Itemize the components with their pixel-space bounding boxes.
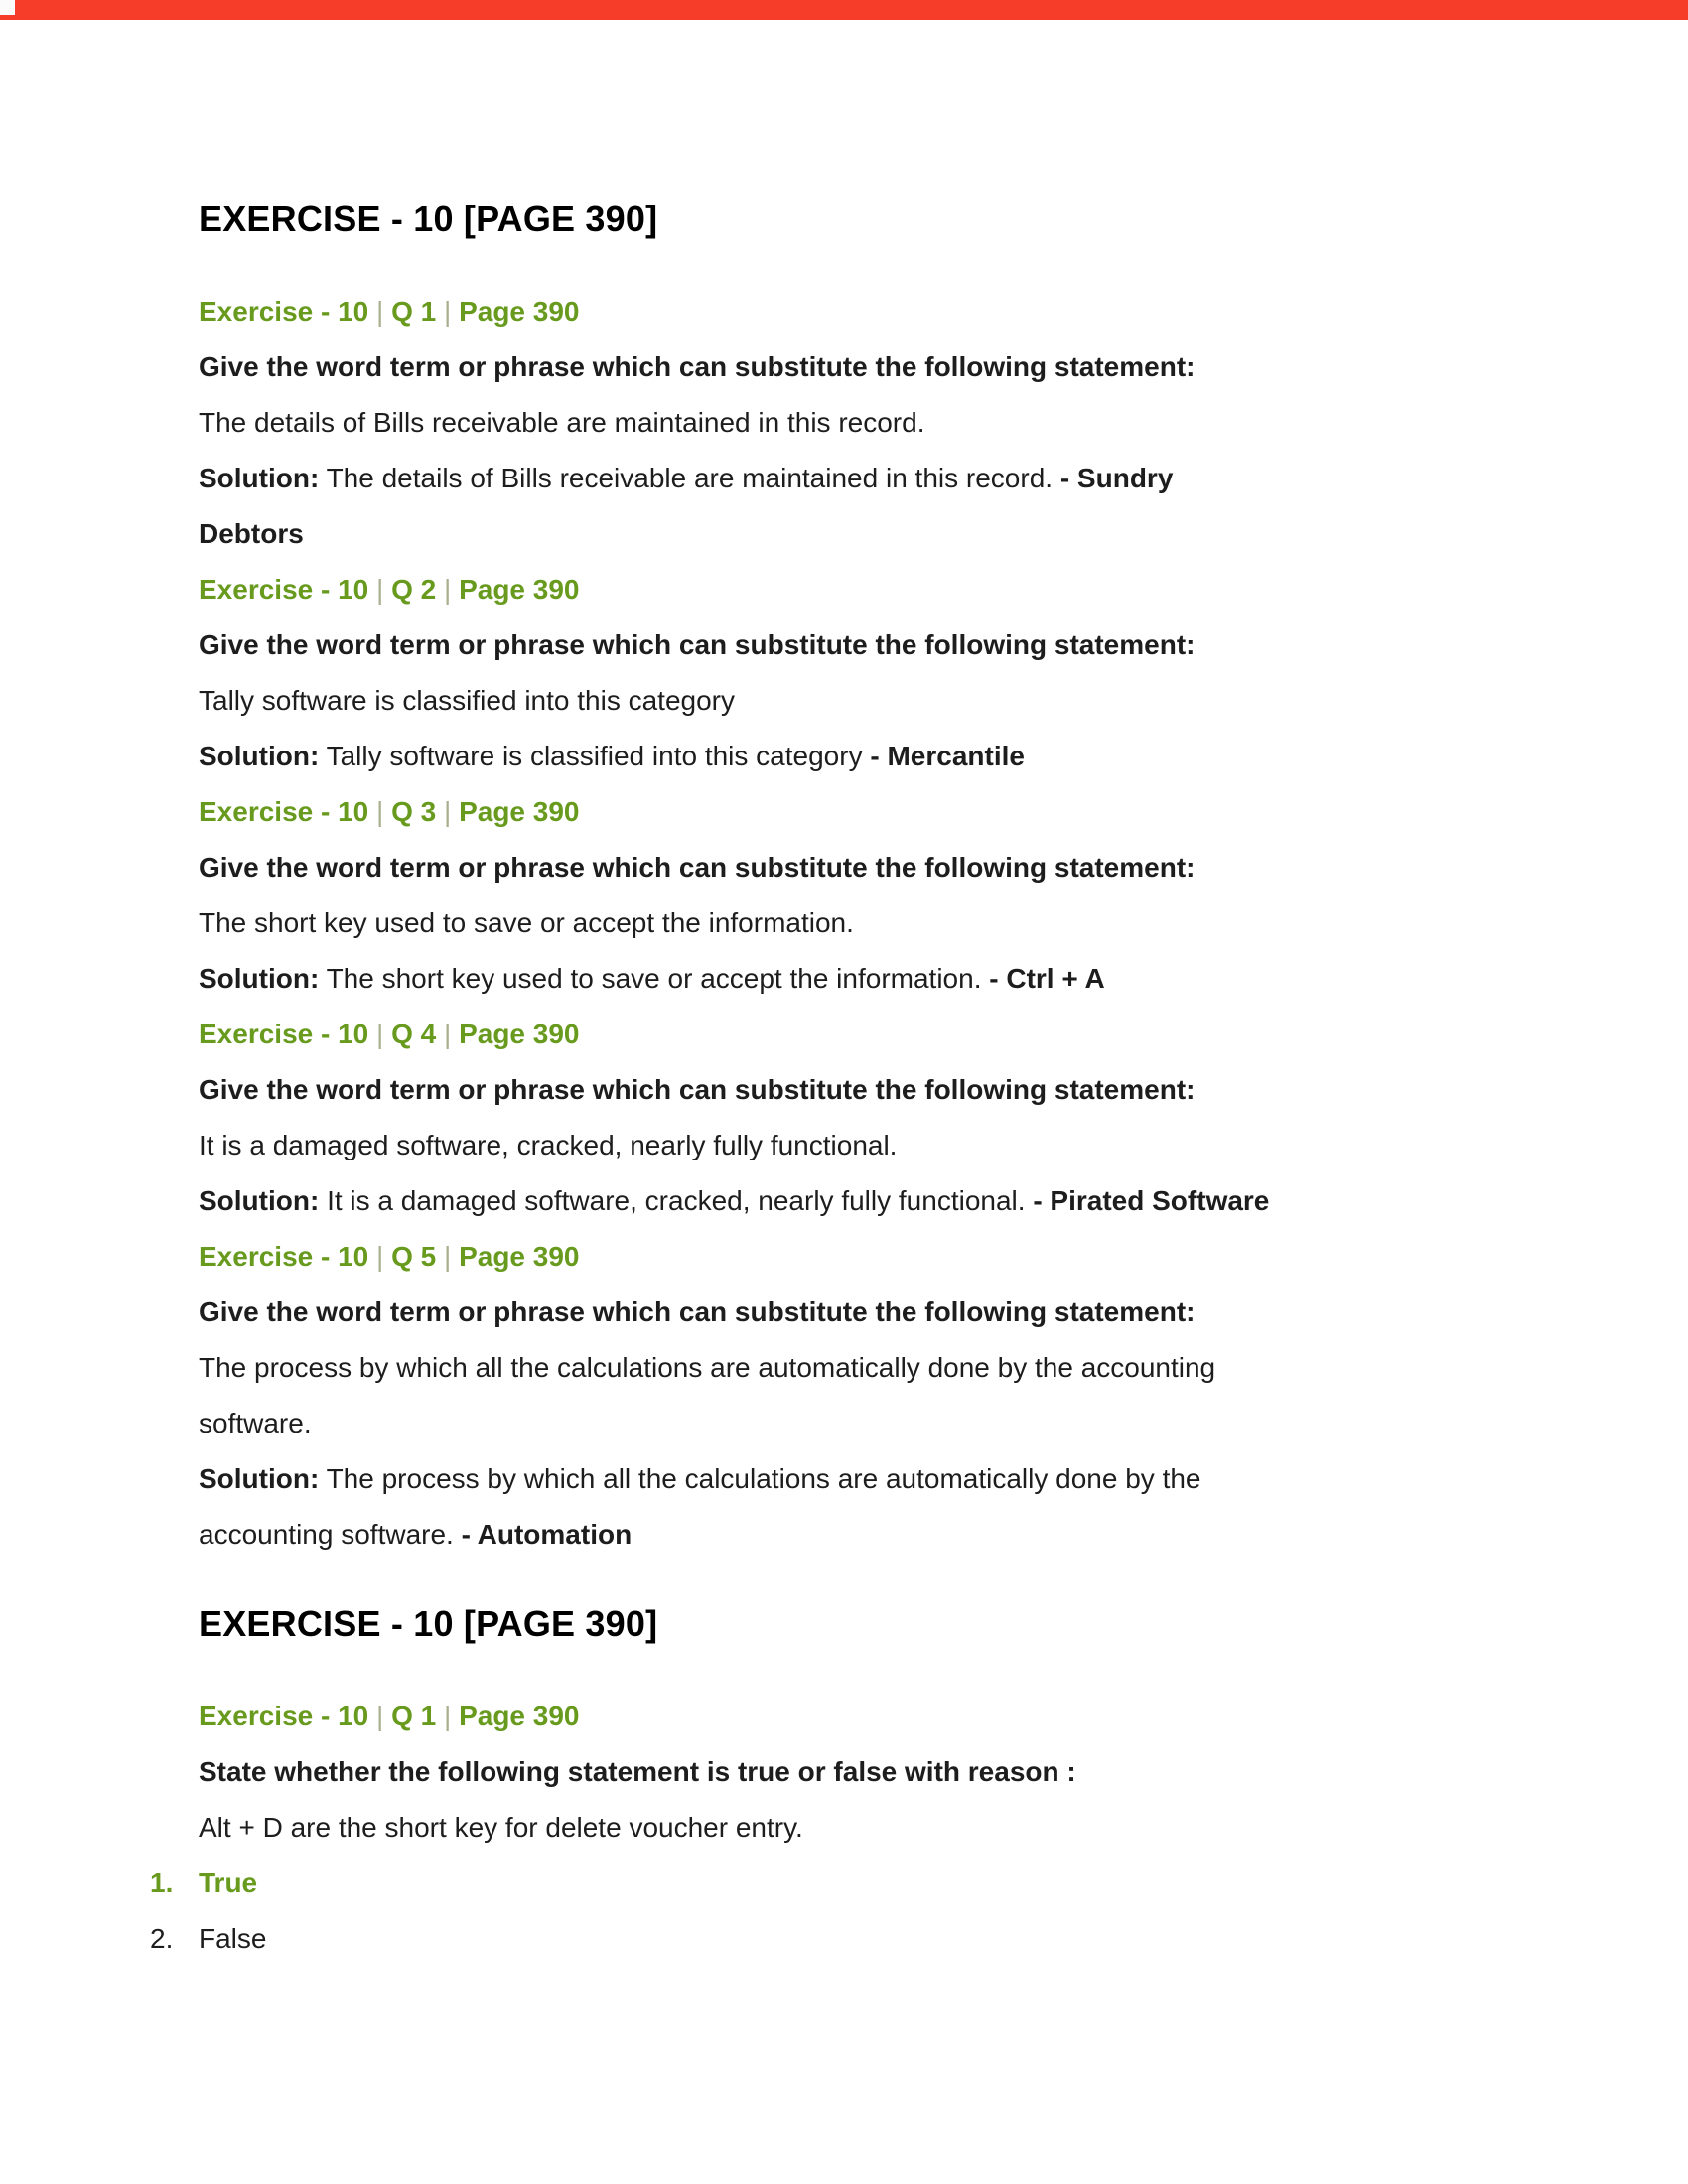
text-segment: |: [376, 296, 392, 327]
text-segment: |: [376, 796, 392, 827]
text-segment: Give the word term or phrase which can substitute the following statement:: [199, 351, 1196, 382]
text-segment: Solution:: [199, 463, 320, 493]
text-segment: The short key used to save or accept the information.: [319, 963, 990, 994]
text-segment: |: [444, 796, 460, 827]
text-segment: The details of Bills receivable are maintained in this record.: [319, 463, 1060, 493]
text-segment: State whether the following statement is true or false with reason :: [199, 1756, 1076, 1787]
text-segment: Q 2: [391, 574, 445, 605]
text-line: [199, 617, 1688, 673]
question-header-link[interactable]: [199, 784, 1688, 840]
text-segment: True: [199, 1867, 258, 1898]
text-segment: It is a damaged software, cracked, nearly fully functional.: [199, 1130, 898, 1160]
list-number: 1.: [150, 1867, 174, 1898]
text-segment: Page 390: [459, 1701, 580, 1731]
text-segment: Solution:: [199, 963, 320, 994]
text-segment: Exercise - 10: [199, 796, 377, 827]
text-segment: - Ctrl + A: [989, 963, 1105, 994]
text-segment: |: [376, 574, 392, 605]
text-line: [199, 951, 1688, 1007]
text-segment: Tally software is classified into this category: [199, 685, 735, 716]
text-segment: Exercise - 10: [199, 1019, 377, 1049]
text-segment: False: [199, 1923, 267, 1954]
text-segment: The details of Bills receivable are maintained in this record.: [199, 407, 925, 438]
text-segment: Exercise - 10: [199, 1701, 377, 1731]
text-segment: - Automation: [461, 1519, 633, 1550]
text-line: [199, 1744, 1688, 1800]
text-segment: Alt + D are the short key for delete voucher entry.: [199, 1812, 803, 1843]
text-segment: Give the word term or phrase which can substitute the following statement:: [199, 629, 1196, 660]
text-line: [199, 840, 1688, 895]
text-segment: software.: [199, 1408, 312, 1438]
section-heading: EXERCISE - 10 [PAGE 390]: [199, 199, 658, 239]
text-segment: Give the word term or phrase which can substitute the following statement:: [199, 1074, 1196, 1105]
text-segment: It is a damaged software, cracked, nearly fully functional.: [319, 1185, 1034, 1216]
section-lines: [150, 1689, 1688, 1967]
text-segment: Debtors: [199, 518, 304, 549]
answer-list-item: [150, 1855, 1688, 1911]
text-segment: Page 390: [459, 296, 580, 327]
text-segment: |: [376, 1019, 392, 1049]
text-line: [199, 1062, 1688, 1118]
text-line: [199, 1285, 1688, 1340]
text-segment: |: [444, 574, 460, 605]
text-segment: Give the word term or phrase which can substitute the following statement:: [199, 1297, 1196, 1327]
text-segment: Solution:: [199, 1185, 320, 1216]
text-segment: Give the word term or phrase which can substitute the following statement:: [199, 852, 1196, 883]
text-segment: Tally software is classified into this category: [319, 741, 871, 771]
text-segment: The short key used to save or accept the information.: [199, 907, 854, 938]
text-segment: Q 5: [391, 1241, 445, 1272]
text-segment: Page 390: [459, 574, 580, 605]
text-segment: |: [444, 1019, 460, 1049]
text-segment: |: [376, 1241, 392, 1272]
text-segment: Page 390: [459, 796, 580, 827]
text-line: [199, 1396, 1688, 1451]
answer-list-item: [150, 1911, 1688, 1967]
text-segment: The process by which all the calculations are automatically done by the: [319, 1463, 1201, 1494]
question-header-link[interactable]: [199, 1007, 1688, 1062]
text-segment: Q 1: [391, 296, 445, 327]
text-line: [199, 395, 1688, 451]
exercise-section-2: [150, 1602, 1688, 1967]
question-header-link[interactable]: [199, 284, 1688, 340]
text-line: [199, 506, 1688, 562]
text-segment: Solution:: [199, 1463, 320, 1494]
question-header-link[interactable]: [199, 562, 1688, 617]
text-segment: Page 390: [459, 1241, 580, 1272]
text-line: [199, 1800, 1688, 1855]
text-segment: |: [376, 1701, 392, 1731]
question-header-link[interactable]: [199, 1689, 1688, 1744]
section-lines: [199, 284, 1688, 1563]
exercise-section-1: [199, 198, 1688, 1563]
text-segment: Q 3: [391, 796, 445, 827]
text-line: [199, 673, 1688, 729]
section-heading: EXERCISE - 10 [PAGE 390]: [199, 1603, 658, 1644]
text-line: [199, 1451, 1688, 1507]
text-line: [199, 729, 1688, 784]
text-segment: Exercise - 10: [199, 296, 377, 327]
text-line: [199, 1340, 1688, 1396]
text-segment: - Pirated Software: [1033, 1185, 1270, 1216]
text-line: [199, 340, 1688, 395]
text-segment: Q 1: [391, 1701, 445, 1731]
text-segment: Solution:: [199, 741, 320, 771]
text-line: [199, 1507, 1688, 1563]
text-segment: - Mercantile: [870, 741, 1025, 771]
text-segment: - Sundry: [1059, 463, 1174, 493]
question-header-link[interactable]: [199, 1229, 1688, 1285]
text-segment: |: [444, 1701, 460, 1731]
text-segment: Exercise - 10: [199, 1241, 377, 1272]
text-line: [199, 895, 1688, 951]
list-number: 2.: [150, 1923, 174, 1954]
text-segment: Q 4: [391, 1019, 445, 1049]
text-segment: Page 390: [459, 1019, 580, 1049]
text-segment: |: [444, 1241, 460, 1272]
text-segment: |: [444, 296, 460, 327]
text-segment: accounting software.: [199, 1519, 462, 1550]
text-line: [199, 1173, 1688, 1229]
text-line: [199, 1118, 1688, 1173]
text-segment: The process by which all the calculations are automatically done by the accounting: [199, 1352, 1216, 1383]
text-line: [199, 451, 1688, 506]
text-segment: Exercise - 10: [199, 574, 377, 605]
